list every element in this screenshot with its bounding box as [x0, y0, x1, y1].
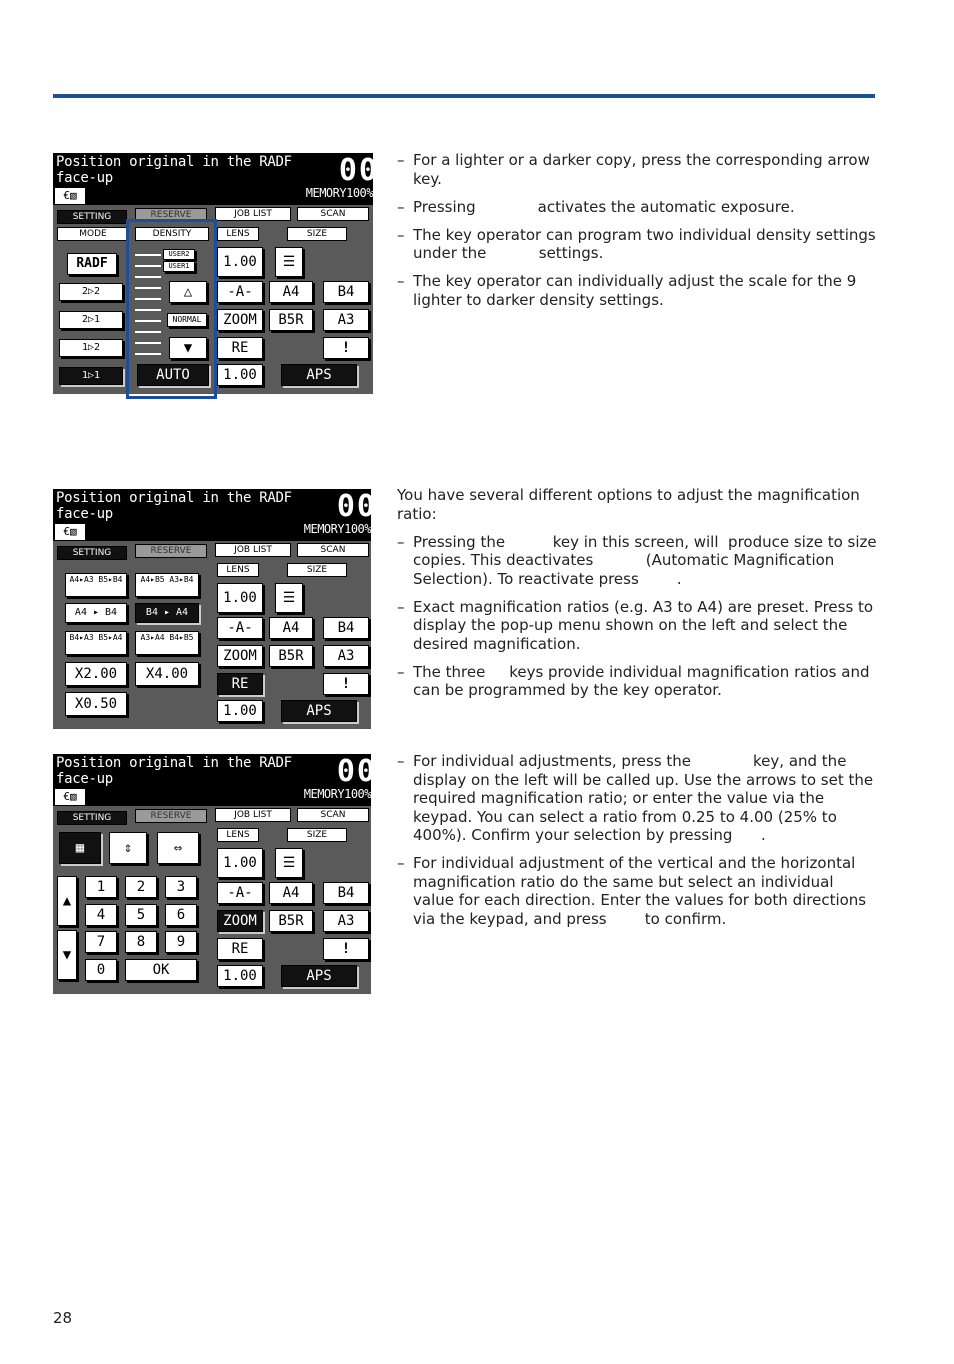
zoom-screen — [53, 754, 377, 994]
tab-scan[interactable]: SCAN — [297, 808, 369, 822]
keypad-3[interactable]: 3 — [165, 876, 197, 898]
tab-job-list[interactable]: JOB LIST — [215, 207, 291, 221]
memory-readout: MEMORY100% — [303, 522, 371, 536]
ratio-x050-button[interactable]: X0.50 — [65, 692, 127, 716]
aps-button[interactable]: APS — [281, 965, 357, 987]
subtab-size[interactable]: SIZE — [287, 227, 347, 241]
mode-1-1-button[interactable]: 1▷1 — [59, 367, 123, 385]
tab-setting[interactable]: SETTING — [57, 210, 127, 224]
subtab-size[interactable]: SIZE — [287, 828, 347, 842]
tab-setting[interactable]: SETTING — [57, 546, 127, 560]
size-a4-button[interactable]: A4 — [269, 281, 313, 303]
size-b4-button[interactable]: B4 — [323, 882, 369, 904]
keypad-2[interactable]: 2 — [125, 876, 157, 898]
user1-button[interactable]: USER1 — [163, 261, 195, 272]
horizontal-zoom-icon[interactable]: ⇔ — [157, 832, 199, 864]
size-a3-button[interactable]: A3 — [323, 910, 369, 932]
lens-ratio-display: 1.00 — [217, 247, 263, 277]
aps-button[interactable]: APS — [281, 364, 357, 386]
size-b5r-button[interactable]: B5R — [269, 910, 313, 932]
tab-scan[interactable]: SCAN — [297, 207, 369, 221]
size-for-size-button[interactable]: -A- — [217, 882, 263, 904]
ratio-a4-a3-button[interactable]: A4▸A3 B5▸B4 — [65, 573, 127, 597]
list-item: – The three keys provide individual magnification ratios and can be programmed by the key operator. — [397, 663, 877, 700]
mode-2-1-button[interactable]: 2▷1 — [59, 311, 123, 329]
tab-job-list[interactable]: JOB LIST — [215, 808, 291, 822]
reduce-enlarge-screen — [53, 489, 377, 729]
uniform-zoom-icon[interactable]: ▦ — [59, 832, 101, 864]
ratio-a4-b4-button[interactable]: A4 ▸ B4 — [65, 603, 127, 623]
paper-tray-icon: ☰ — [275, 583, 303, 613]
copy-count: 00 — [336, 754, 377, 789]
list-item: – For individual adjustments, press the key, and the display on the left will be called up. Use the arrows to set the required magnification ratio; or enter the value via the keypad. You can select a ratio from 0.25 to 4.00 (25% to 400%). Confirm your selection by pressing . — [397, 752, 877, 845]
darker-arrow-button[interactable]: ▼ — [169, 337, 207, 359]
keypad-7[interactable]: 7 — [85, 931, 117, 953]
subtab-lens[interactable]: LENS — [217, 828, 259, 842]
user2-button[interactable]: USER2 — [163, 249, 195, 260]
zoom-button[interactable]: ZOOM — [217, 309, 263, 331]
bypass-tray-button[interactable]: ! — [323, 337, 369, 359]
size-for-size-button[interactable]: -A- — [217, 281, 263, 303]
mode-1-2-button[interactable]: 1▷2 — [59, 339, 123, 357]
tab-setting[interactable]: SETTING — [57, 811, 127, 825]
keypad-9[interactable]: 9 — [165, 931, 197, 953]
size-for-size-button[interactable]: -A- — [217, 617, 263, 639]
original-icon: €▧ — [55, 524, 85, 540]
magnification-instructions — [397, 486, 882, 709]
tab-reserve[interactable]: RESERVE — [135, 208, 207, 222]
density-highlight-frame — [126, 219, 217, 399]
auto-density-button[interactable]: AUTO — [137, 364, 209, 386]
ratio-b4-a3-button[interactable]: B4▸A3 B5▸A4 — [65, 631, 127, 655]
keypad-4[interactable]: 4 — [85, 904, 117, 926]
ratio-a4-b5-button[interactable]: A4▸B5 A3▸B4 — [135, 573, 199, 597]
down-arrow-button[interactable]: ▼ — [57, 930, 77, 980]
original-icon: €▧ — [55, 188, 85, 204]
tab-reserve[interactable]: RESERVE — [135, 809, 207, 823]
ratio-x2-button[interactable]: X2.00 — [65, 662, 127, 686]
size-a3-button[interactable]: A3 — [323, 645, 369, 667]
copy-count: 00 — [336, 489, 377, 524]
mode-2-2-button[interactable]: 2▷2 — [59, 283, 123, 301]
ratio-x4-button[interactable]: X4.00 — [135, 662, 199, 686]
size-a4-button[interactable]: A4 — [269, 617, 313, 639]
zoom-button[interactable]: ZOOM — [217, 910, 263, 932]
header-rule — [53, 94, 875, 98]
screen-header — [53, 489, 377, 541]
density-instructions — [397, 151, 881, 319]
list-item: – The key operator can individually adjust the scale for the 9 lighter to darker density settings. — [397, 272, 877, 309]
size-b4-button[interactable]: B4 — [323, 617, 369, 639]
subtab-lens[interactable]: LENS — [217, 563, 259, 577]
ratio-a3-a4-button[interactable]: A3▸A4 B4▸B5 — [135, 631, 199, 655]
lens-ratio-readout: 1.00 — [217, 965, 263, 987]
ratio-b4-a4-button[interactable]: B4 ▸ A4 — [135, 603, 199, 623]
subtab-mode[interactable]: MODE — [57, 227, 129, 241]
lens-ratio-readout: 1.00 — [217, 364, 263, 386]
zoom-button[interactable]: ZOOM — [217, 645, 263, 667]
subtab-lens[interactable]: LENS — [217, 227, 259, 241]
memory-readout: MEMORY100% — [303, 787, 371, 801]
tab-reserve[interactable]: RESERVE — [135, 544, 207, 558]
reduce-enlarge-button[interactable]: RE — [217, 673, 263, 695]
status-message: Position original in the RADF face-up — [56, 490, 292, 522]
list-item: – The key operator can program two individual density settings under the settings. — [397, 226, 877, 263]
lens-ratio-display: 1.00 — [217, 848, 263, 878]
copy-count: 00 — [338, 153, 379, 188]
original-icon: €▧ — [55, 789, 85, 805]
zoom-instructions — [397, 752, 877, 938]
keypad-5[interactable]: 5 — [125, 904, 157, 926]
subtab-density[interactable]: DENSITY — [135, 227, 209, 241]
paper-tray-icon: ☰ — [275, 848, 303, 878]
radf-button[interactable]: RADF — [67, 253, 117, 275]
reduce-enlarge-button[interactable]: RE — [217, 938, 263, 960]
up-arrow-button[interactable]: ▲ — [57, 876, 77, 926]
vertical-zoom-icon[interactable]: ⇕ — [109, 832, 147, 864]
keypad-6[interactable]: 6 — [165, 904, 197, 926]
keypad-1[interactable]: 1 — [85, 876, 117, 898]
keypad-ok[interactable]: OK — [125, 959, 197, 981]
subtab-size[interactable]: SIZE — [287, 563, 347, 577]
paper-tray-icon: ☰ — [275, 247, 303, 277]
page-number: 28 — [53, 1309, 73, 1327]
tab-job-list[interactable]: JOB LIST — [215, 543, 291, 557]
screen-header — [53, 754, 377, 806]
list-item: – Pressing the key in this screen, will produce size to size copies. This deactivates (Automatic Magnification Selection). To reactivate press . — [397, 533, 877, 589]
lighter-arrow-button[interactable]: △ — [169, 281, 207, 303]
size-b5r-button[interactable]: B5R — [269, 645, 313, 667]
list-item: – Exact magnification ratios (e.g. A3 to A4) are preset. Press to display the pop-up menu shown on the left and select the desired magnification. — [397, 598, 877, 654]
size-a4-button[interactable]: A4 — [269, 882, 313, 904]
tab-scan[interactable]: SCAN — [297, 543, 369, 557]
lens-ratio-display: 1.00 — [217, 583, 263, 613]
status-message: Position original in the RADF face-up — [56, 154, 292, 186]
list-item: – For a lighter or a darker copy, press the corresponding arrow key. — [397, 151, 877, 188]
intro-paragraph: You have several different options to adjust the magnification ratio: — [397, 486, 860, 523]
keypad-0[interactable]: 0 — [85, 959, 117, 981]
size-b4-button[interactable]: B4 — [323, 281, 369, 303]
keypad-8[interactable]: 8 — [125, 931, 157, 953]
list-item: – For individual adjustment of the vertical and the horizontal magnification ratio do the same but select an individual value for each direction. Enter the values for both directions via the keypad, and press to confirm. — [397, 854, 877, 928]
status-message: Position original in the RADF face-up — [56, 755, 292, 787]
lens-ratio-readout: 1.00 — [217, 700, 263, 722]
memory-readout: MEMORY100% — [305, 186, 373, 200]
list-item: – Pressing activates the automatic exposure. — [397, 198, 877, 217]
bypass-tray-button[interactable]: ! — [323, 938, 369, 960]
aps-button[interactable]: APS — [281, 700, 357, 722]
size-b5r-button[interactable]: B5R — [269, 309, 313, 331]
reduce-enlarge-button[interactable]: RE — [217, 337, 263, 359]
normal-button[interactable]: NORMAL — [167, 313, 207, 327]
screen-header — [53, 153, 379, 205]
size-a3-button[interactable]: A3 — [323, 309, 369, 331]
bypass-tray-button[interactable]: ! — [323, 673, 369, 695]
